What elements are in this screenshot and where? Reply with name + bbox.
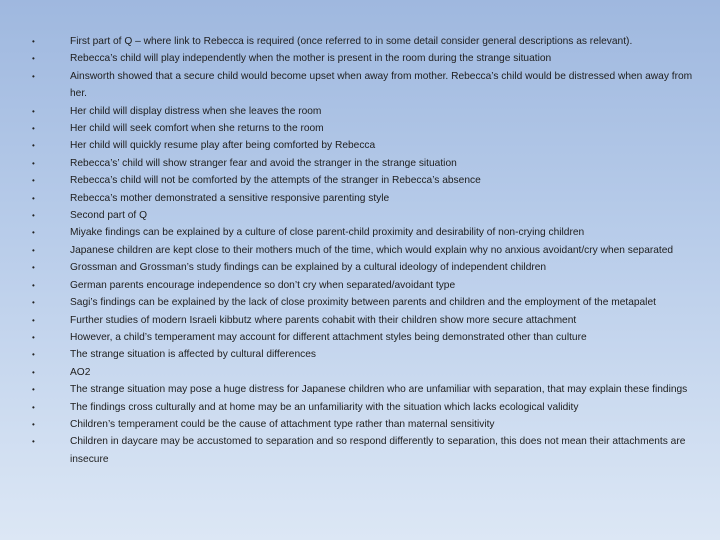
- bullet-text: Children’s temperament could be the cause of attachment type rather than maternal sensitivity: [70, 418, 495, 430]
- bullet-marker: •: [32, 263, 35, 273]
- bullet-marker: •: [32, 402, 35, 412]
- list-item: [32, 190, 702, 207]
- bullet-text: AO2: [70, 366, 91, 378]
- bullet-text: However, a child’s temperament may account for different attachment styles being demonstrated other than culture: [70, 331, 587, 343]
- list-item: [32, 399, 702, 416]
- bullet-text: First part of Q – where link to Rebecca is required (once referred to in some detail consider general descriptions as relevant).: [70, 36, 633, 47]
- list-item: [32, 242, 702, 259]
- list-item: [32, 68, 702, 103]
- bullet-text: Grossman and Grossman’s study findings can be explained by a cultural ideology of independent children: [70, 262, 547, 274]
- bullet-text: Ainsworth showed that a secure child would become upset when away from mother. Rebecca’s child would be distressed when away from her.: [70, 70, 693, 100]
- list-item: [32, 120, 702, 137]
- bullet-marker: •: [32, 350, 35, 360]
- list-item: [32, 381, 702, 398]
- list-item: [32, 346, 702, 363]
- bullet-text: German parents encourage independence so don’t cry when separated/avoidant type: [70, 279, 456, 291]
- bullet-text: Her child will display distress when she leaves the room: [70, 105, 322, 117]
- list-item: [32, 33, 702, 50]
- bullet-marker: •: [32, 245, 35, 255]
- list-item: [32, 224, 702, 241]
- bullet-marker: •: [32, 176, 35, 186]
- list-item: [32, 172, 702, 189]
- list-item: [32, 137, 702, 154]
- bullet-marker: •: [32, 419, 35, 429]
- list-item: [32, 103, 702, 120]
- bullet-text: Second part of Q: [70, 210, 148, 222]
- bullet-marker: •: [32, 211, 35, 221]
- list-item: [32, 416, 702, 433]
- bullet-marker: •: [32, 141, 35, 151]
- list-item: [32, 312, 702, 329]
- bullet-marker: •: [32, 228, 35, 238]
- bullet-marker: •: [32, 437, 35, 447]
- list-item: [32, 433, 702, 468]
- list-item: [32, 364, 702, 381]
- list-item: [32, 277, 702, 294]
- bullet-text: Rebecca’s child will play independently when the mother is present in the room during the strange situation: [70, 53, 552, 65]
- bullet-marker: •: [32, 298, 35, 308]
- bullet-marker: •: [32, 315, 35, 325]
- bullet-text: Her child will quickly resume play after being comforted by Rebecca: [70, 140, 376, 152]
- list-item: [32, 155, 702, 172]
- bullet-text: Sagi’s findings can be explained by the lack of close proximity between parents and children and the employment of the metapalet: [70, 297, 656, 309]
- bullet-text: Further studies of modern Israeli kibbutz where parents cohabit with their children show more secure attachment: [70, 314, 577, 326]
- bullet-text: Children in daycare may be accustomed to separation and so respond differently to separation, this does not mean their attachments are insecure: [70, 436, 686, 465]
- bullet-text: Japanese children are kept close to their mothers much of the time, which would explain why no anxious avoidant/cry when separated: [70, 244, 674, 256]
- bullet-marker: •: [32, 280, 35, 290]
- bullet-marker: •: [32, 367, 35, 377]
- bullet-marker: •: [32, 106, 35, 116]
- bullet-text: Her child will seek comfort when she returns to the room: [70, 123, 324, 135]
- bullet-text: The strange situation is affected by cultural differences: [70, 349, 316, 361]
- bullet-marker: •: [32, 124, 35, 134]
- bullet-marker: •: [32, 193, 35, 203]
- bullet-text: Rebecca’s child will not be comforted by the attempts of the stranger in Rebecca’s absence: [70, 175, 481, 187]
- bullet-text: The strange situation may pose a huge distress for Japanese children who are unfamiliar with separation, that may explain these findings: [70, 384, 688, 396]
- bullet-marker: •: [32, 158, 35, 168]
- bullet-text: Rebecca’s mother demonstrated a sensitive responsive parenting style: [70, 192, 390, 204]
- list-item: [32, 329, 702, 346]
- list-item: [32, 294, 702, 311]
- bullet-marker: •: [32, 385, 35, 395]
- bullet-text: Rebecca’s’ child will show stranger fear and avoid the stranger in the strange situation: [70, 157, 457, 169]
- bullet-marker: •: [32, 332, 35, 342]
- bullet-marker: •: [32, 37, 35, 46]
- bullet-list: [32, 33, 702, 468]
- bullet-text: The findings cross culturally and at home may be an unfamiliarity with the situation which lacks ecological validity: [70, 401, 579, 413]
- list-item: [32, 207, 702, 224]
- list-item: [32, 50, 702, 67]
- bullet-marker: •: [32, 71, 35, 81]
- list-item: [32, 259, 702, 276]
- bullet-text: Miyake findings can be explained by a culture of close parent-child proximity and desirability of non-crying children: [70, 227, 585, 239]
- bullet-marker: •: [32, 54, 35, 64]
